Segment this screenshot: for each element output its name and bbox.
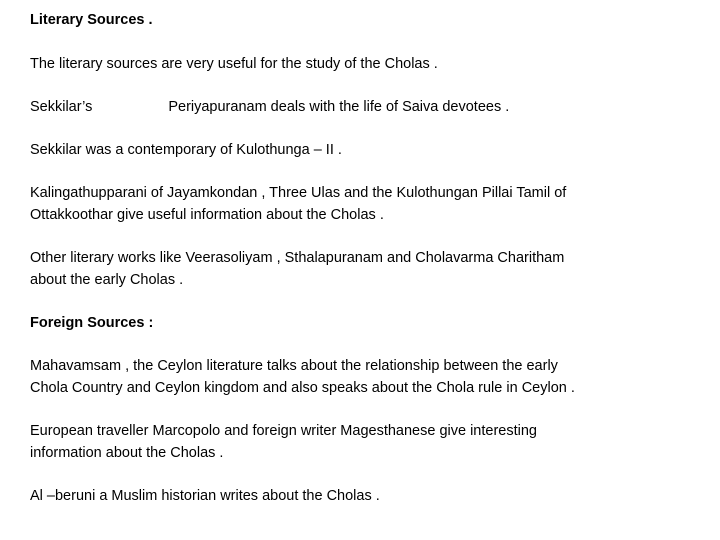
paragraph-kalinga-line-2: Ottakkoothar give useful information about the Cholas . (30, 207, 384, 223)
paragraph-alberuni: Al –beruni a Muslim historian writes about the Cholas . (30, 488, 380, 504)
paragraph-marcopolo-line-1: European traveller Marcopolo and foreign writer Magesthanese give interesting (30, 423, 537, 439)
paragraph-intro: The literary sources are very useful for the study of the Cholas . (30, 56, 438, 72)
sekkilar-label: Sekkilar’s (30, 99, 93, 115)
paragraph-marcopolo-line-2: information about the Cholas . (30, 445, 224, 461)
paragraph-other-line-2: about the early Cholas . (30, 272, 184, 288)
paragraph-other-line-1: Other literary works like Veerasoliyam , Sthalapuranam and Cholavarma Charitham (30, 250, 565, 266)
paragraph-contemporary: Sekkilar was a contemporary of Kulothunga – II . (30, 142, 342, 158)
paragraph-mahavamsam-line-2: Chola Country and Ceylon kingdom and also speaks about the Chola rule in Ceylon . (30, 380, 575, 396)
paragraph-sekkilar (30, 97, 509, 119)
paragraph-kalinga-line-1: Kalingathupparani of Jayamkondan , Three Ulas and the Kulothungan Pillai Tamil of (30, 185, 567, 201)
heading-literary-sources: Literary Sources . (30, 12, 153, 28)
sekkilar-text: Periyapuranam deals with the life of Saiva devotees . (168, 99, 510, 115)
paragraph-mahavamsam-line-1: Mahavamsam , the Ceylon literature talks about the relationship between the early (30, 358, 558, 374)
heading-foreign-sources: Foreign Sources : (30, 315, 154, 331)
